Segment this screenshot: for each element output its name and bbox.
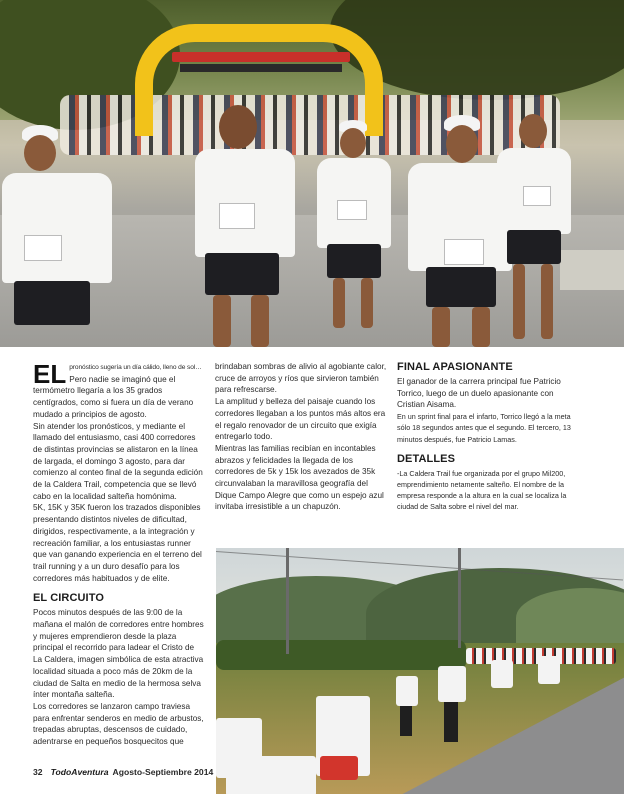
runner-far-right <box>495 112 575 347</box>
lead-text: Pero nadie se imaginó que el termómetro llegaría a los 35 grados centígrados, como si fuera un día de verano mudado a principios de agosto. <box>33 374 194 419</box>
runner-left <box>0 125 120 347</box>
runner <box>538 656 560 684</box>
runner-center <box>185 105 315 347</box>
section-heading-final: FINAL APASIONANTE <box>397 361 513 373</box>
runner <box>396 676 418 706</box>
lead-first-line: pronóstico sugería un día cálido, lleno de sol… <box>69 364 202 371</box>
article-column-3 <box>397 361 572 513</box>
paragraph: El ganador de la carrera principal fue Patricio Torrico, luego de un duelo apasionante con Cristian Aisama. <box>397 377 561 410</box>
section-heading-detalles: DETALLES <box>397 452 456 465</box>
paragraph: La amplitud y belleza del paisaje cuando los corredores llegaban a los puntos más altos era el regalo renovador de un circuito que exigía entregarlo todo. <box>215 397 386 442</box>
paragraph: Mientras las familias recibían en incontables abrazos y felicidades la llegada de los corredores de 5k y 15k los avezados de 35k circunvalaban la maravillosa geografía del Dique Campo Alegre que como un espejo azul invitaba irresistible a un chapuzón. <box>215 443 384 512</box>
hero-photo <box>0 0 624 347</box>
page-footer <box>33 766 213 778</box>
landscape-race-photo <box>216 548 624 794</box>
paragraph: -La Caldera Trail fue organizada por el grupo Mil200, emprendimiento netamente salteño. El nombre de la empresa responde a la altura en la cual se localiza la ciudad de Salta sobre el nivel del mar. <box>397 468 567 512</box>
dropcap: EL <box>33 359 67 389</box>
magazine-brand: TodoAventura <box>50 767 109 777</box>
paragraph: En un sprint final para el infarto, Torrico llegó a la meta sólo 18 segundos antes que el segundo. El tercero, 13 minutos después, fue Patricio Lamas. <box>397 412 571 444</box>
runner-shorts-red <box>320 756 358 780</box>
article-column-2 <box>215 361 387 513</box>
paragraph: Los corredores se lanzaron campo traviesa para enfrentar senderos en medio de arbustos, trepadas abruptas, descensos de cuidado, adentrarse en pequeños bosquecitos que <box>33 701 204 747</box>
article-column-1 <box>33 361 205 748</box>
street-lamp <box>458 548 461 648</box>
runner-mid <box>315 120 395 330</box>
utility-pole <box>286 548 289 654</box>
page-number: 32 <box>33 767 43 777</box>
paragraph: brindaban sombras de alivio al agobiante calor, cruce de arroyos y ríos que sirvieron también para refrescarse. <box>215 362 387 395</box>
paragraph: 5K, 15K y 35K fueron los trazados disponibles presentando distintos niveles de dificultad, dirigidos, respectivamente, a la integración y recreación familiar, a los entusiastas runner que van ganando experiencia en el terreno del trail running y a un duro desafío para los corredores más habituados y de elite. <box>33 503 202 583</box>
runner-bottom-left <box>216 718 262 778</box>
section-heading-circuito: EL CIRCUITO <box>33 592 104 605</box>
arch-banner <box>172 52 350 62</box>
arch-banner-dark <box>180 64 342 72</box>
runner <box>491 660 513 688</box>
issue-date: Agosto-Septiembre 2014 <box>112 767 214 777</box>
lead-paragraph <box>33 361 205 421</box>
paragraph: Pocos minutos después de las 9:00 de la mañana el malón de corredores entre hombres y mujeres emprendieron desde la plaza principal el recorrido para ladear el Cristo de La Caldera, imagen simbólica de esta atractiva localidad situada a poco más de 20km de la ciudad de Salta en medio de la hermosa selva ínter montaña salteña. <box>33 608 204 700</box>
hedge <box>216 640 466 670</box>
paragraph: Sin atender los pronósticos, y mediante el llamado del entusiasmo, casi 400 corredores de distintas provincias se alistaron en la línea de largada, el domingo 3 agosto, para dar comienzo al conteo final de la segunda edición de la Caldera Trail, competencia que se llevó cabo en la localidad salteña homónima. <box>33 421 203 501</box>
runner <box>438 666 466 702</box>
